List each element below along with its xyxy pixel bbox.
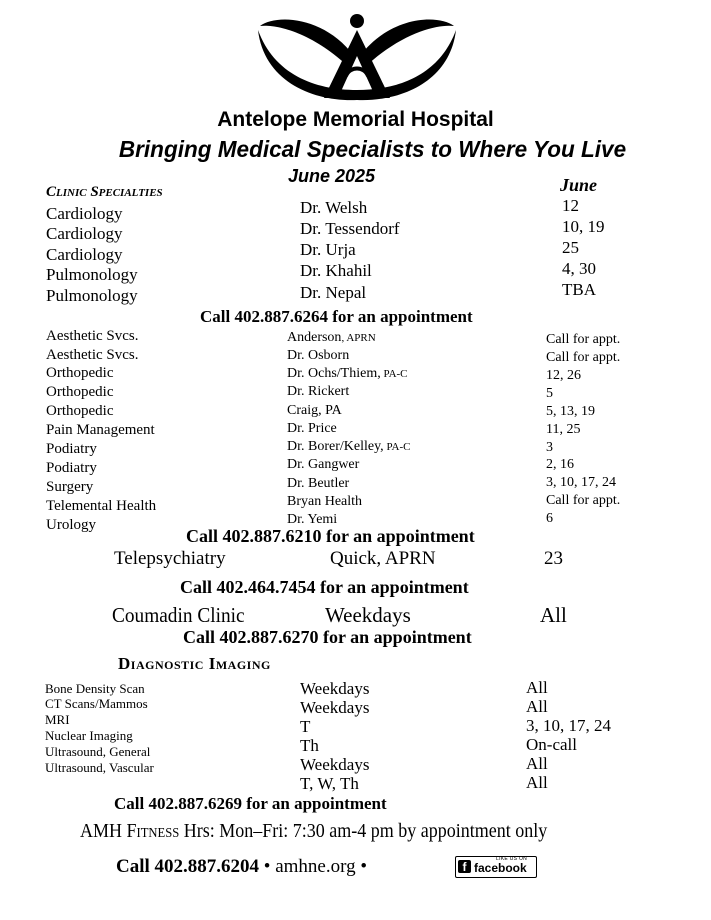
table-row-dates: 10, 19 [562,217,605,236]
table-row-specialty: Podiatry [46,441,97,457]
table-row-provider: Dr. Price [287,421,337,436]
footer-phone: Call 402.887.6204 [116,856,260,877]
table-row-dates: All [526,697,548,716]
table-row-dates: 12 [562,196,579,215]
table-row-specialty: Telepsychiatry [114,548,226,569]
appointment-phone-cardio: Call 402.887.6264 for an appointment [200,307,473,326]
table-row-provider: Dr. Rickert [287,384,350,399]
table-row-provider: Dr. Yemi [287,512,338,524]
website-link[interactable]: amhne.org [275,856,356,877]
table-row-dates: Call for appt. [546,493,621,508]
table-row-dates: 5 [546,386,553,401]
appointment-phone-imaging: Call 402.887.6269 for an appointment [114,794,387,813]
table-row-specialty: Coumadin Clinic [112,603,245,627]
table-row-dates: 3, 10, 17, 24 [546,475,616,490]
table-row-specialty: Cardiology [46,224,123,243]
table-row-specialty: Surgery [46,479,94,495]
table-row-service: CT Scans/Mammos [45,696,148,711]
table-row-dates: All [526,754,548,773]
month-column-heading: June [560,175,598,195]
table-row-dates: 3 [546,440,553,455]
hospital-name: Antelope Memorial Hospital [217,108,494,131]
table-row-provider: Dr. Khahil [300,261,372,280]
table-row-provider: Bryan Health [287,494,363,509]
table-row-dates: Call for appt. [546,350,621,365]
tagline: Bringing Medical Specialists to Where You Live [118,136,627,162]
table-row-dates: 23 [544,548,563,569]
diagnostic-imaging-heading: Diagnostic Imaging [118,654,271,673]
table-row-service: MRI [45,712,70,727]
table-row-dates: 12, 26 [546,368,581,383]
table-row-dates: All [540,603,567,627]
table-row-dates: 6 [546,511,553,526]
table-row-dates: 5, 13, 19 [546,404,595,419]
table-row-provider: Dr. Welsh [300,198,368,217]
table-row-provider: Dr. Borer/Kelley, PA-C [287,439,411,454]
hospital-logo [254,12,460,104]
table-row-provider: Dr. Urja [300,240,356,259]
clinic-specialties-heading: Clinic Specialties [46,184,163,200]
table-row-provider: Dr. Gangwer [287,457,360,472]
appointment-phone-specialty: Call 402.887.6210 for an appointment [182,526,479,547]
table-row-specialty: Orthopedic [46,403,114,419]
facebook-like-text: LIKE US ON [496,856,528,862]
facebook-label: facebook [474,861,527,875]
table-row-provider: Dr. Tessendorf [300,219,400,238]
table-row-specialty: Urology [46,517,96,533]
table-row-days: T [300,717,311,736]
table-row-days: T, W, Th [300,774,359,793]
footer-contact [116,856,367,878]
table-row-specialty: Orthopedic [46,384,114,400]
table-row-dates: All [526,678,548,697]
table-row-specialty: Pulmonology [46,265,138,284]
table-row-provider: Quick, APRN [330,548,436,569]
table-row-service: Ultrasound, General [45,744,151,759]
bullet-separator: • [263,856,271,877]
table-row-specialty: Cardiology [46,245,123,264]
facebook-badge[interactable] [455,856,537,878]
appointment-phone-coumadin: Call 402.887.6270 for an appointment [183,627,472,647]
table-row-days: Weekdays [300,679,370,698]
month-title: June 2025 [288,166,376,186]
table-row-provider: Weekdays [325,603,411,627]
table-row-dates: TBA [562,280,596,299]
table-row-service: Ultrasound, Vascular [45,760,154,775]
table-row-dates: 2, 16 [546,457,574,472]
table-row-dates: On-call [526,735,577,754]
appointment-phone-telepsych: Call 402.464.7454 for an appointment [180,577,469,597]
table-row-dates: 25 [562,238,579,257]
table-row-dates: 4, 30 [562,259,596,278]
table-row-dates: Call for appt. [546,332,621,347]
table-row-specialty: Pulmonology [46,286,138,305]
table-row-provider: Dr. Ochs/Thiem, PA-C [287,366,408,381]
table-row-specialty: Cardiology [46,204,123,223]
table-row-days: Weekdays [300,755,370,774]
table-row-specialty: Aesthetic Svcs. [46,328,139,344]
table-row-dates: All [526,773,548,792]
table-row-provider: Dr. Osborn [287,348,350,363]
table-row-specialty: Aesthetic Svcs. [46,347,139,363]
table-row-provider: Craig, PA [287,403,342,418]
fitness-hours: AMH Fitness Hrs: Mon–Fri: 7:30 am-4 pm by appointment only [80,820,548,842]
table-row-specialty: Orthopedic [46,365,114,381]
table-row-provider: Dr. Beutler [287,476,350,491]
table-row-specialty: Podiatry [46,460,97,476]
table-row-specialty: Pain Management [46,422,155,438]
bullet-separator: • [360,856,367,877]
table-row-days: Weekdays [300,698,370,717]
table-row-provider: Dr. Nepal [300,283,367,302]
table-row-specialty: Telemental Health [46,498,157,514]
table-row-provider: Anderson, APRN [287,330,376,345]
table-row-days: Th [300,736,319,755]
table-row-service: Nuclear Imaging [45,728,133,743]
table-row-dates: 3, 10, 17, 24 [526,716,611,735]
facebook-icon: f [458,860,471,873]
table-row-service: Bone Density Scan [45,681,145,696]
table-row-dates: 11, 25 [546,422,581,437]
